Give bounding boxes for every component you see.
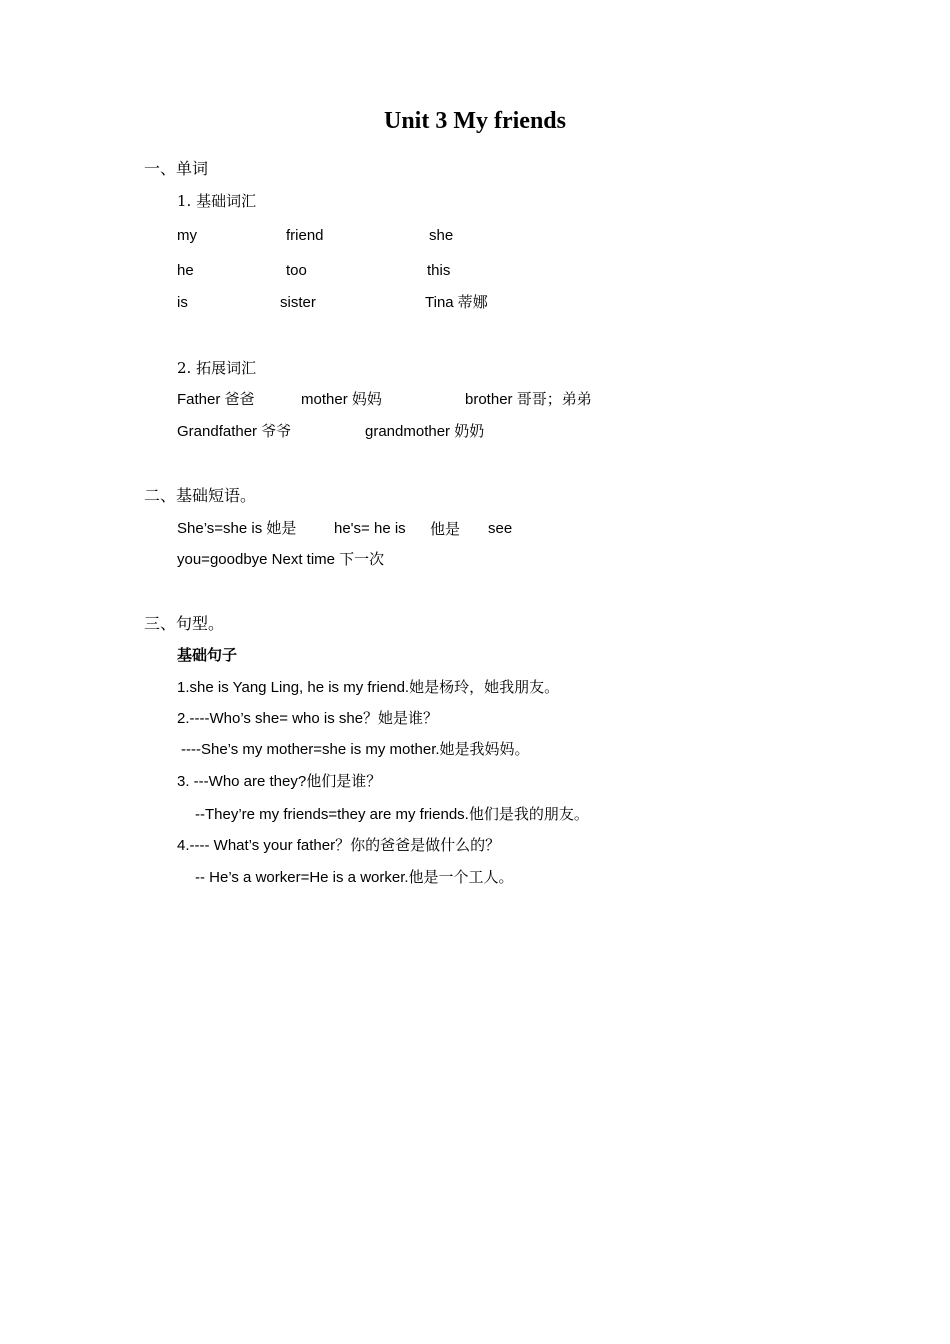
sentence: 4.---- What’s your father？你的爸爸是做什么的？ — [177, 837, 501, 854]
section-phrases-heading: 二、基础短语。 — [144, 486, 257, 505]
vocab-word: sister — [280, 294, 316, 311]
vocab-word: friend — [286, 227, 324, 244]
basic-vocabulary-label: 1. 基础词汇 — [177, 192, 257, 210]
section-sentences-heading: 三、句型。 — [144, 614, 225, 633]
vocab-word: is — [177, 294, 188, 311]
phrase: he's= he is — [334, 520, 406, 537]
vocab-word: mother 妈妈 — [301, 391, 382, 408]
vocab-word: Grandfather 爷爷 — [177, 423, 292, 440]
vocab-word: my — [177, 227, 197, 244]
sentence: ----She’s my mother=she is my mother.她是我妈妈。 — [181, 741, 530, 758]
sentence: 1.she is Yang Ling, he is my friend.她是杨玲，她我朋友。 — [177, 679, 560, 696]
phrase: 他是 — [430, 520, 461, 538]
sentence: 3. ---Who are they?他们是谁？ — [177, 773, 382, 790]
vocab-word: brother 哥哥；弟弟 — [465, 391, 592, 408]
extended-vocabulary-label: 2. 拓展词汇 — [177, 359, 257, 377]
vocab-word: Father 爸爸 — [177, 391, 255, 408]
basic-sentences-subheading: 基础句子 — [177, 647, 238, 664]
vocab-word: he — [177, 262, 194, 279]
phrase: see — [488, 520, 513, 537]
vocab-word: Tina 蒂娜 — [425, 294, 488, 311]
phrases-line-2: you=goodbye Next time 下一次 — [177, 551, 385, 568]
sentence: --They’re my friends=they are my friends.他们是我的朋友。 — [195, 806, 589, 823]
vocab-word: grandmother 奶奶 — [365, 423, 485, 440]
page-title: Unit 3 My friends — [384, 108, 566, 134]
phrase: She’s=she is 她是 — [177, 520, 297, 537]
section-vocabulary-heading: 一、单词 — [144, 159, 209, 178]
vocab-word: too — [286, 262, 307, 279]
sentence: -- He’s a worker=He is a worker.他是一个工人。 — [195, 869, 514, 886]
vocab-word: she — [429, 227, 454, 244]
vocab-word: this — [427, 262, 451, 279]
sentence: 2.----Who’s she= who is she？她是谁？ — [177, 710, 439, 727]
